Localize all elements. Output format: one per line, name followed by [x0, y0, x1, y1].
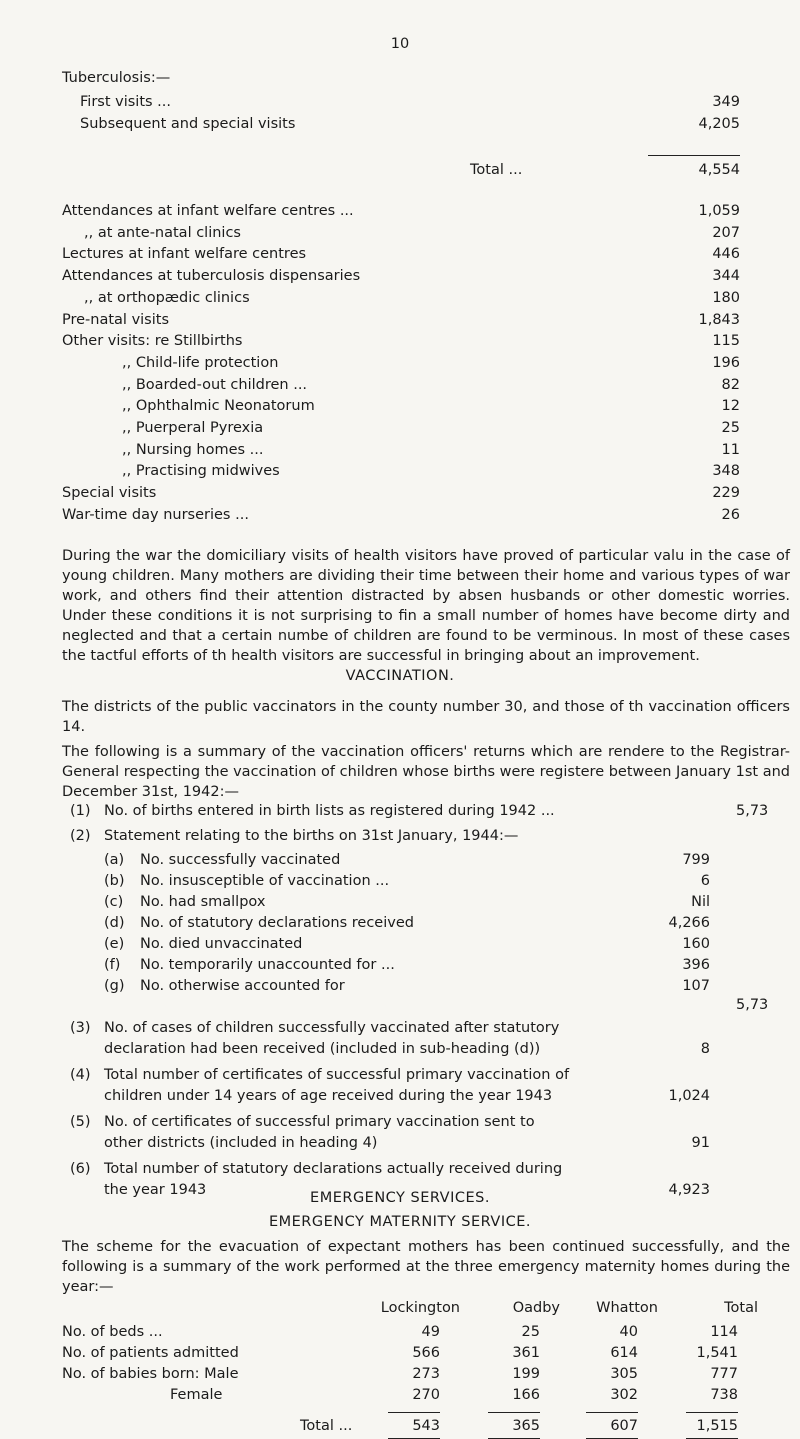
vaccination-item-1-num: (1) — [70, 803, 91, 819]
vaccination-long-item-num: (4) — [70, 1067, 91, 1083]
vaccination-subitem-text: No. insusceptible of vaccination ... — [140, 873, 390, 889]
vaccination-long-item-line2: the year 1943 — [104, 1182, 207, 1198]
maternity-total-cell: 365 — [512, 1418, 540, 1434]
attendance-row-value: 180 — [712, 289, 740, 306]
attendance-row-label: Lectures at infant welfare centres — [62, 246, 307, 263]
attendance-row-label: War-time day nurseries ... — [62, 506, 249, 523]
maternity-cell: 114 — [710, 1324, 738, 1340]
tuberculosis-row-label: First visits ... — [80, 94, 171, 110]
vaccination-long-item-value: 8 — [700, 1041, 710, 1057]
attendance-row-value: 1,059 — [698, 203, 740, 219]
war-paragraph: During the war the domiciliary visits of health visitors have proved of particular valu in the case of young children. Many mothers are dividing their time between their home and various types of war work, and others find their attention distracted by absen husbands or other domestic worries. Under these conditions it is not surprising to fin a small number of homes have become dirty and neglected and that a certain numbe of children are found to be verminous. In most of these cases the tactful efforts of th health visitors are successful in bringing about an improvement. — [62, 548, 790, 664]
attendance-row-label: Special visits — [62, 485, 157, 502]
attendance-row-value: 207 — [712, 224, 740, 241]
attendance-row-value: 196 — [712, 354, 740, 371]
emergency-maternity-heading: EMERGENCY MATERNITY SERVICE. — [268, 1214, 532, 1230]
vaccination-subitem-value: 396 — [682, 957, 710, 973]
vaccination-subitem-text: No. successfully vaccinated — [140, 852, 341, 868]
maternity-cell: 273 — [412, 1366, 440, 1382]
maternity-cell: 270 — [412, 1387, 440, 1403]
vaccination-long-item-value: 91 — [691, 1135, 710, 1151]
maternity-total-cell: 607 — [610, 1418, 638, 1434]
maternity-row-label: No. of babies born: Male — [62, 1366, 239, 1382]
maternity-cell: 302 — [610, 1387, 638, 1403]
vaccination-subitem-value: 107 — [682, 978, 710, 994]
vaccination-long-item-line2: declaration had been received (included in sub-heading (d)) — [104, 1041, 541, 1057]
attendance-row-label: ,, Puerperal Pyrexia — [122, 420, 264, 436]
tuberculosis-heading: Tuberculosis:— — [62, 70, 171, 86]
maternity-cell: 305 — [610, 1366, 638, 1382]
vaccination-heading: VACCINATION. — [345, 668, 455, 684]
vaccination-item-2-num: (2) — [70, 828, 91, 844]
vaccination-para-2: The following is a summary of the vaccination officers' returns which are rendere to the Registrar-General respecting the vaccination of children whose births were registere between January 1st and December 31st, 1942:— — [62, 744, 790, 800]
maternity-total-label: Total ... — [300, 1418, 353, 1434]
maternity-total-cell: 1,515 — [696, 1418, 738, 1434]
vaccination-long-item-line1: Total number of statutory declarations actually received during — [104, 1161, 563, 1177]
attendance-row-label: ,, at ante-natal clinics — [84, 224, 241, 241]
attendance-row-value: 348 — [712, 463, 740, 480]
tuberculosis-row-value: 349 — [712, 94, 740, 110]
vaccination-long-item-value: 1,024 — [668, 1088, 710, 1104]
vaccination-long-item-line1: Total number of certificates of successful primary vaccination of — [104, 1067, 570, 1083]
vaccination-subitem-text: No. died unvaccinated — [140, 936, 303, 952]
attendance-row-value: 1,843 — [698, 311, 740, 328]
maternity-cell: 40 — [619, 1324, 638, 1340]
vaccination-long-item-num: (6) — [70, 1161, 91, 1177]
attendance-row-label: ,, Child-life protection — [122, 354, 279, 371]
attendance-row-label: ,, Practising midwives — [122, 463, 280, 480]
maternity-total-rule — [488, 1412, 540, 1413]
vaccination-subitem-value: 6 — [700, 873, 710, 889]
vaccination-subitem-text: No. temporarily unaccounted for ... — [140, 957, 395, 973]
maternity-total-cell: 543 — [412, 1418, 440, 1434]
emergency-paragraph: The scheme for the evacuation of expectant mothers has been continued successfully, and the following is a summary of the work performed at the three emergency maternity homes during the year:— — [62, 1239, 790, 1295]
maternity-cell: 166 — [512, 1387, 540, 1403]
attendance-row-label: Attendances at infant welfare centres ... — [62, 203, 354, 219]
maternity-cell: 49 — [421, 1324, 440, 1340]
vaccination-para-1: The districts of the public vaccinators in the county number 30, and those of th vaccination officers 14. — [62, 699, 790, 735]
vaccination-item-2-total: 5,73 — [736, 997, 769, 1013]
attendance-row-value: 115 — [712, 333, 740, 350]
attendance-row-value: 229 — [712, 485, 740, 502]
maternity-total-rule — [586, 1412, 638, 1413]
tuberculosis-row-value: 4,205 — [698, 116, 740, 132]
attendance-row-value: 26 — [721, 506, 740, 523]
attendance-row-value: 82 — [721, 376, 740, 393]
vaccination-subitem-num: (g) — [104, 978, 125, 994]
attendance-row-value: 12 — [721, 398, 740, 415]
attendance-row-value: 25 — [721, 420, 740, 436]
vaccination-long-item-line1: No. of certificates of successful primary vaccination sent to — [104, 1114, 535, 1130]
attendance-row-label: ,, Nursing homes ... — [122, 441, 264, 458]
attendance-row-label: ,, Ophthalmic Neonatorum — [122, 398, 315, 415]
attendance-row-value: 11 — [721, 441, 740, 458]
vaccination-long-item-num: (5) — [70, 1114, 91, 1130]
maternity-cell: 25 — [521, 1324, 540, 1340]
vaccination-subitem-value: 4,266 — [668, 915, 710, 931]
vaccination-item-1-value: 5,73 — [736, 803, 769, 819]
tuberculosis-total-label: Total ... — [470, 162, 523, 178]
attendance-row-label: Pre-natal visits — [62, 311, 170, 328]
vaccination-item-2-text: Statement relating to the births on 31st January, 1944:— — [104, 828, 519, 844]
vaccination-subitem-num: (e) — [104, 936, 125, 952]
emergency-services-heading: EMERGENCY SERVICES. — [310, 1190, 490, 1206]
page-number: 10 — [390, 36, 410, 52]
maternity-cell: 738 — [710, 1387, 738, 1403]
maternity-column-header: Lockington — [380, 1300, 460, 1316]
vaccination-long-item-value: 4,923 — [668, 1182, 710, 1198]
vaccination-long-item-line1: No. of cases of children successfully vaccinated after statutory — [104, 1020, 560, 1036]
tuberculosis-total-rule — [648, 155, 740, 156]
maternity-row-label: Female — [170, 1387, 223, 1403]
attendance-row-label: ,, at orthopædic clinics — [84, 289, 250, 306]
vaccination-subitem-text: No. otherwise accounted for — [140, 978, 345, 994]
maternity-column-header: Oadby — [512, 1300, 560, 1316]
vaccination-subitem-num: (d) — [104, 915, 125, 931]
attendance-row-label: ,, Boarded-out children ... — [122, 376, 308, 393]
maternity-column-header: Whatton — [596, 1300, 658, 1316]
vaccination-subitem-value: Nil — [691, 894, 710, 910]
attendance-row-label: Attendances at tuberculosis dispensaries — [62, 268, 361, 285]
maternity-row-label: No. of beds ... — [62, 1324, 163, 1340]
maternity-row-label: No. of patients admitted — [62, 1345, 239, 1361]
vaccination-subitem-value: 799 — [682, 852, 710, 868]
vaccination-item-1-text: No. of births entered in birth lists as registered during 1942 ... — [104, 803, 555, 819]
vaccination-subitem-num: (b) — [104, 873, 125, 889]
maternity-total-rule — [388, 1412, 440, 1413]
maternity-cell: 1,541 — [696, 1345, 738, 1361]
vaccination-subitem-text: No. of statutory declarations received — [140, 915, 414, 931]
maternity-cell: 777 — [710, 1366, 738, 1382]
maternity-cell: 361 — [512, 1345, 540, 1361]
vaccination-long-item-line2: children under 14 years of age received during the year 1943 — [104, 1088, 553, 1104]
attendance-row-value: 446 — [712, 246, 740, 263]
vaccination-long-item-num: (3) — [70, 1020, 91, 1036]
vaccination-subitem-value: 160 — [682, 936, 710, 952]
maternity-cell: 199 — [512, 1366, 540, 1382]
vaccination-subitem-text: No. had smallpox — [140, 894, 266, 910]
vaccination-subitem-num: (a) — [104, 852, 125, 868]
attendance-row-value: 344 — [712, 268, 740, 285]
maternity-cell: 566 — [412, 1345, 440, 1361]
vaccination-subitem-num: (c) — [104, 894, 124, 910]
maternity-total-rule — [686, 1412, 738, 1413]
maternity-column-header: Total — [724, 1300, 758, 1316]
tuberculosis-total-value: 4,554 — [698, 162, 740, 178]
attendance-row-label: Other visits: re Stillbirths — [62, 333, 243, 350]
maternity-cell: 614 — [610, 1345, 638, 1361]
vaccination-long-item-line2: other districts (included in heading 4) — [104, 1135, 378, 1151]
vaccination-subitem-num: (f) — [104, 957, 121, 973]
tuberculosis-row-label: Subsequent and special visits — [80, 116, 296, 132]
